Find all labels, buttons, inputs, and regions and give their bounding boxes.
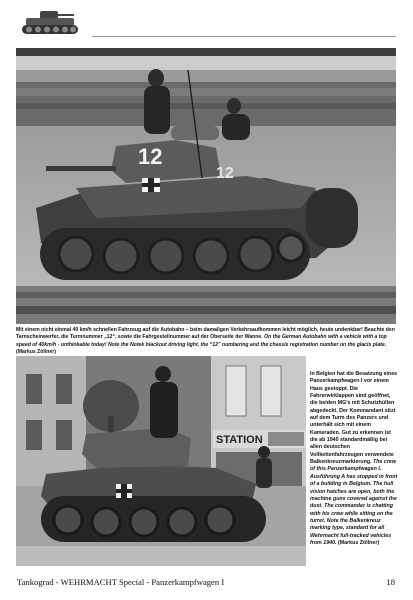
header-divider <box>92 36 396 37</box>
bottom-caption-english: The crew of this Panzerkampfwagen I, Ausführung A has stopped in front of a building in Belgium. The hull vision hatches are open, both the machine guns covered against the dust. The commander is chatting with his crew while sitting on the turret. Note the Balkenkreuz marking type, standard for all Wehrmacht full-tracked vehicles from 1940. <box>310 459 398 546</box>
top-photo-panzer-autobahn <box>16 48 396 324</box>
top-caption-english: On the German Autobahn with a vehicle with a top speed of 40km/h - unthinkable today! Note the Notek blackout driving light, the “12” numbering and the chassis registration number on the glacis plate. <box>16 334 387 348</box>
bottom-photo-panzer-belgium <box>16 356 306 566</box>
bottom-photo-caption <box>310 371 398 547</box>
top-caption-german: Mit einem nicht einmal 40 km/h schnellen Fahrzeug auf die Autobahn – beim damaligen Verkehrsaufkommen leicht möglich, heute undenkbar! Beachte den Tarnscheinwerfer, die Turmnummer „12“, sowie die Fahrgestellnummer auf der Oberseite der Wanne. <box>16 327 395 341</box>
svg-text:12: 12 <box>216 165 234 182</box>
bottom-caption-credit: (Markus Zöllner) <box>337 539 380 546</box>
page-number: 18 <box>386 577 395 587</box>
tank-silhouette-icon <box>18 8 84 38</box>
turret-number: 12 <box>138 144 163 169</box>
top-caption-credit: (Markus Zöllner) <box>16 349 56 356</box>
footer-publication: Tankograd - WEHRMACHT Special - Panzerkampfwagen I <box>17 577 225 587</box>
top-photo-caption <box>16 327 398 357</box>
bottom-caption-german: In Belgien hat die Besatzung eines Panzerkampfwagen I vor einem Haus gestoppt. Die Fahrerwirklappen sind geöffnet, die beiden MG’s mit Schutzhüllen abgedeckt. Der Kommandant sitzt auf dem Turm des Panzers und unterhält sich mit einem Kameraden. Gut zu erkennen ist die ab 1940 standardmäßig bei allen deutschen Vollkettenfahrzeugen verwendete Balkenkreuzmarkierung. <box>310 371 398 466</box>
station-sign: STATION <box>216 434 263 446</box>
